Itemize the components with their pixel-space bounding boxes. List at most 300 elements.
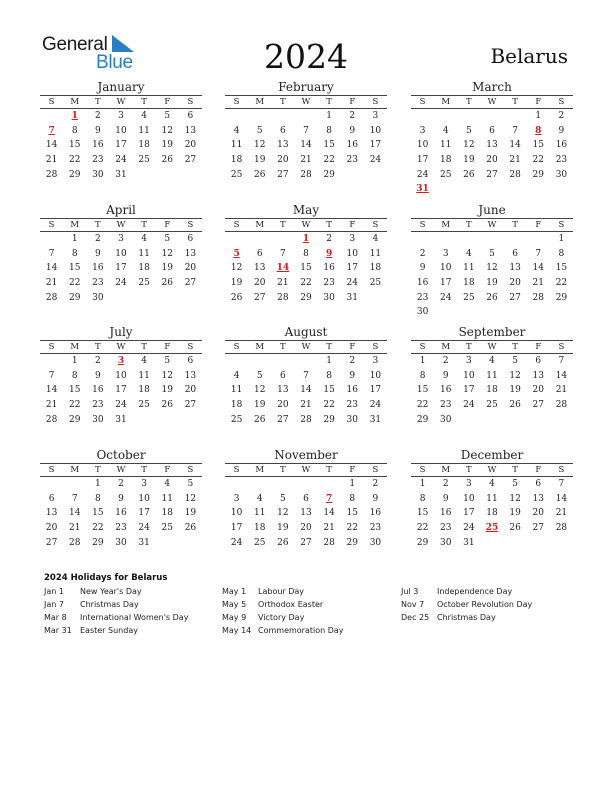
day-cell: 4 [164,479,171,490]
weekday-label: S [364,219,387,232]
empty-cell [480,182,503,197]
day-cell: 2 [419,248,426,259]
day-cell: 5 [512,479,518,490]
empty-cell [457,109,480,124]
day-cell: 3 [118,234,124,245]
empty-cell [294,354,317,369]
day-cell: 6 [279,370,286,381]
weekday-label: T [86,341,109,354]
day-cell: 17 [346,263,358,274]
holiday-column [401,587,532,626]
weekday-label: M [248,464,271,477]
month-december [411,448,573,550]
day-cell: 13 [509,263,521,274]
holiday-day-cell: 1 [302,234,310,245]
holiday-date: Mar 31 [44,626,72,635]
weekday-label: S [364,341,387,354]
holiday-entry [222,587,344,600]
day-cell: 11 [486,493,498,504]
day-cell: 4 [489,479,495,490]
weekday-label: S [550,96,573,109]
day-cell: 22 [92,523,104,534]
weekday-label: T [504,219,527,232]
day-cell: 23 [555,155,568,166]
weekday-label: S [550,464,573,477]
day-cell: 9 [349,370,356,381]
weekday-label: S [411,96,434,109]
holiday-entry [44,600,188,613]
day-cell: 20 [277,400,289,411]
weekday-label: T [133,219,156,232]
empty-cell [480,109,503,124]
empty-cell [457,232,480,247]
day-cell: 9 [118,493,124,504]
day-cell: 15 [92,508,104,519]
holiday-day-cell: 3 [117,356,125,367]
weekday-label: T [271,464,294,477]
day-cell: 21 [45,155,58,166]
day-cell: 17 [463,385,475,396]
day-cell: 4 [465,248,472,259]
day-cell: 20 [509,278,521,289]
day-cell: 16 [323,263,335,274]
day-cell: 28 [300,169,312,180]
day-cell: 6 [512,248,518,259]
holiday-name: Victory Day [258,613,305,622]
day-cell: 21 [277,278,289,289]
holiday-date: May 5 [222,600,247,609]
day-cell: 13 [45,508,58,519]
weekday-label: T [318,341,341,354]
day-cell: 24 [230,537,243,548]
empty-cell [248,354,271,369]
day-cell: 22 [68,155,81,166]
day-cell: 11 [230,385,243,396]
day-cell: 28 [323,537,335,548]
day-cell: 15 [323,140,335,151]
day-cell: 4 [489,356,495,367]
month-table [40,464,202,550]
day-cell: 7 [303,125,309,136]
day-cell: 19 [184,508,197,519]
day-cell: 28 [45,169,58,180]
day-cell: 8 [419,370,426,381]
weekday-label: S [550,341,573,354]
holiday-entry [401,613,532,626]
day-cell: 25 [138,400,150,411]
month-march [411,80,573,197]
day-cell: 26 [463,169,475,180]
day-cell: 5 [279,493,286,504]
empty-cell [156,290,179,305]
day-cell: 2 [349,111,356,122]
weekday-label: T [457,341,480,354]
day-cell: 14 [555,493,568,504]
day-cell: 25 [138,278,150,289]
empty-cell [271,354,294,369]
day-cell: 26 [161,400,173,411]
day-cell: 31 [115,169,127,180]
empty-cell [434,182,457,197]
day-cell: 26 [509,400,521,411]
weekday-label: M [63,96,86,109]
empty-cell [550,182,573,197]
day-cell: 22 [532,155,544,166]
day-cell: 27 [486,169,498,180]
day-cell: 3 [419,125,426,136]
day-cell: 13 [277,385,289,396]
holiday-date: Jul 3 [401,587,419,596]
weekday-label: M [434,341,457,354]
day-cell: 19 [161,385,173,396]
day-cell: 3 [233,493,240,504]
empty-cell [225,477,248,492]
day-cell: 23 [323,278,335,289]
weekday-label: M [248,341,271,354]
day-cell: 6 [187,111,194,122]
day-cell: 30 [416,307,429,318]
day-cell: 30 [115,537,127,548]
day-cell: 27 [532,400,544,411]
day-cell: 27 [253,292,266,303]
day-cell: 21 [300,155,312,166]
empty-cell [504,109,527,124]
empty-cell [527,412,550,427]
day-cell: 19 [509,508,521,519]
weekday-label: W [109,96,132,109]
day-cell: 24 [115,155,127,166]
day-cell: 21 [45,278,58,289]
weekday-label: S [40,464,63,477]
empty-cell [248,477,271,492]
month-april [40,203,202,305]
empty-cell [480,535,503,550]
holiday-date: Nov 7 [401,600,425,609]
day-cell: 6 [489,125,495,136]
day-cell: 19 [509,385,521,396]
day-cell: 20 [253,278,266,289]
day-cell: 6 [535,479,542,490]
empty-cell [434,109,457,124]
empty-cell [504,412,527,427]
day-cell: 10 [439,263,452,274]
month-name: January [97,80,145,94]
holiday-name: Easter Sunday [80,626,138,635]
day-cell: 7 [48,248,55,259]
day-cell: 29 [323,169,335,180]
day-cell: 26 [161,155,173,166]
month-january [40,80,202,182]
day-cell: 3 [442,248,449,259]
weekday-label: T [133,464,156,477]
weekday-label: F [156,341,179,354]
day-cell: 17 [115,385,127,396]
day-cell: 21 [555,508,568,519]
weekday-label: T [271,96,294,109]
day-cell: 30 [92,414,104,425]
day-cell: 19 [277,523,289,534]
day-cell: 17 [138,508,150,519]
day-cell: 24 [463,523,475,534]
weekday-label: S [550,219,573,232]
weekday-label: W [294,219,317,232]
day-cell: 30 [92,292,104,303]
day-cell: 5 [256,125,263,136]
day-cell: 18 [138,140,150,151]
day-cell: 19 [486,278,498,289]
empty-cell [225,109,248,124]
empty-cell [504,182,527,197]
day-cell: 21 [509,155,521,166]
empty-cell [434,232,457,247]
holiday-day-cell: 8 [535,125,542,136]
holiday-date: May 1 [222,587,247,596]
weekday-label: S [179,219,202,232]
day-cell: 4 [233,125,240,136]
day-cell: 29 [555,292,568,303]
empty-cell [318,477,341,492]
day-cell: 18 [230,400,243,411]
day-cell: 8 [419,493,426,504]
weekday-label: S [411,341,434,354]
day-cell: 27 [532,523,544,534]
calendar-year: 2024 [264,37,348,76]
weekday-label: S [40,96,63,109]
weekday-label: T [86,96,109,109]
weekday-label: T [318,96,341,109]
month-name: October [96,448,146,462]
day-cell: 25 [463,292,475,303]
day-cell: 20 [45,523,58,534]
weekday-label: F [527,219,550,232]
day-cell: 22 [346,523,358,534]
day-cell: 24 [369,400,382,411]
day-cell: 11 [486,370,498,381]
month-name: August [284,325,328,339]
day-cell: 1 [71,234,78,245]
day-cell: 12 [486,263,498,274]
day-cell: 3 [465,479,472,490]
day-cell: 8 [94,493,101,504]
day-cell: 12 [230,263,243,274]
day-cell: 18 [439,155,452,166]
weekday-label: S [40,341,63,354]
day-cell: 30 [555,169,568,180]
day-cell: 26 [184,523,197,534]
day-cell: 16 [555,140,568,151]
day-cell: 10 [115,370,127,381]
empty-cell [457,305,480,320]
day-cell: 16 [416,278,429,289]
holiday-date: May 14 [222,626,252,635]
weekday-label: W [480,96,503,109]
day-cell: 22 [68,400,81,411]
day-cell: 3 [118,111,124,122]
day-cell: 16 [92,263,104,274]
day-cell: 27 [45,537,58,548]
day-cell: 28 [300,414,312,425]
day-cell: 4 [372,234,379,245]
day-cell: 16 [369,508,382,519]
day-cell: 24 [138,523,150,534]
day-cell: 3 [349,234,356,245]
day-cell: 10 [115,248,127,259]
day-cell: 18 [253,523,266,534]
empty-cell [527,182,550,197]
empty-cell [40,477,63,492]
day-cell: 23 [346,155,358,166]
day-cell: 8 [71,370,78,381]
weekday-label: F [156,464,179,477]
day-cell: 26 [486,292,498,303]
day-cell: 21 [532,278,544,289]
day-cell: 28 [45,414,58,425]
day-cell: 26 [253,414,266,425]
day-cell: 29 [68,169,81,180]
weekday-label: W [480,341,503,354]
month-name: March [472,80,512,94]
holiday-date: Jan 7 [44,600,64,609]
day-cell: 29 [300,292,312,303]
empty-cell [271,109,294,124]
day-cell: 25 [439,169,452,180]
day-cell: 18 [486,508,498,519]
empty-cell [457,182,480,197]
day-cell: 8 [326,125,332,136]
day-cell: 6 [256,248,263,259]
country-name: Belarus [490,44,568,68]
day-cell: 14 [300,140,312,151]
holiday-list-title: 2024 Holidays for Belarus [44,573,168,583]
empty-cell [225,354,248,369]
day-cell: 6 [535,356,542,367]
empty-cell [480,305,503,320]
day-cell: 13 [184,248,197,259]
day-cell: 17 [416,155,429,166]
day-cell: 19 [161,263,173,274]
day-cell: 6 [48,493,55,504]
day-cell: 1 [558,234,565,245]
empty-cell [271,232,294,247]
day-cell: 29 [68,292,81,303]
month-name: June [478,203,506,217]
month-table [411,464,573,550]
empty-cell [40,354,63,369]
weekday-label: F [527,96,550,109]
day-cell: 20 [184,140,197,151]
day-cell: 26 [509,523,521,534]
month-table [40,96,202,182]
empty-cell [550,305,573,320]
day-cell: 28 [555,400,568,411]
weekday-label: W [294,341,317,354]
holiday-entry [222,626,344,639]
day-cell: 9 [94,370,101,381]
empty-cell [156,535,179,550]
day-cell: 1 [419,356,426,367]
day-cell: 30 [323,292,335,303]
day-cell: 18 [161,508,173,519]
weekday-label: F [527,341,550,354]
empty-cell [457,412,480,427]
weekday-label: W [109,464,132,477]
day-cell: 28 [532,292,544,303]
day-cell: 1 [535,111,542,122]
day-cell: 4 [141,234,147,245]
day-cell: 11 [138,125,150,136]
day-cell: 6 [187,234,194,245]
weekday-label: T [133,341,156,354]
day-cell: 2 [349,356,356,367]
holiday-date: May 9 [222,613,247,622]
month-name: April [106,203,136,217]
day-cell: 2 [118,479,124,490]
day-cell: 5 [512,356,518,367]
day-cell: 28 [68,537,81,548]
day-cell: 30 [346,414,358,425]
day-cell: 20 [486,155,498,166]
empty-cell [179,167,202,182]
day-cell: 9 [372,493,379,504]
weekday-label: W [480,464,503,477]
empty-cell [156,167,179,182]
weekday-label: T [504,341,527,354]
day-cell: 13 [532,493,544,504]
day-cell: 23 [369,523,382,534]
weekday-label: T [318,464,341,477]
day-cell: 25 [230,414,243,425]
weekday-label: M [63,219,86,232]
day-cell: 12 [509,370,521,381]
day-cell: 22 [68,278,81,289]
day-cell: 13 [184,370,197,381]
holiday-entry [401,600,532,613]
day-cell: 17 [115,140,127,151]
month-august [225,325,387,427]
day-cell: 20 [532,385,544,396]
holiday-name: Christmas Day [437,613,496,622]
holiday-day-cell: 7 [326,493,333,504]
day-cell: 8 [326,370,332,381]
day-cell: 11 [253,508,266,519]
day-cell: 2 [442,356,449,367]
day-cell: 9 [442,493,449,504]
holiday-entry [44,613,188,626]
day-cell: 22 [323,155,335,166]
day-cell: 20 [532,508,544,519]
day-cell: 18 [369,263,382,274]
day-cell: 4 [233,370,240,381]
day-cell: 27 [509,292,521,303]
holiday-name: Orthodox Easter [258,600,324,609]
weekday-label: S [225,341,248,354]
holiday-date: Dec 25 [401,613,430,622]
day-cell: 15 [532,140,544,151]
day-cell: 6 [279,125,286,136]
weekday-label: S [179,96,202,109]
day-cell: 24 [115,400,127,411]
day-cell: 7 [71,493,78,504]
day-cell: 19 [253,155,266,166]
day-cell: 14 [45,385,58,396]
day-cell: 13 [532,370,544,381]
day-cell: 30 [439,537,452,548]
day-cell: 11 [230,140,243,151]
weekday-label: W [294,96,317,109]
day-cell: 2 [442,479,449,490]
empty-cell [411,232,434,247]
day-cell: 29 [416,414,429,425]
